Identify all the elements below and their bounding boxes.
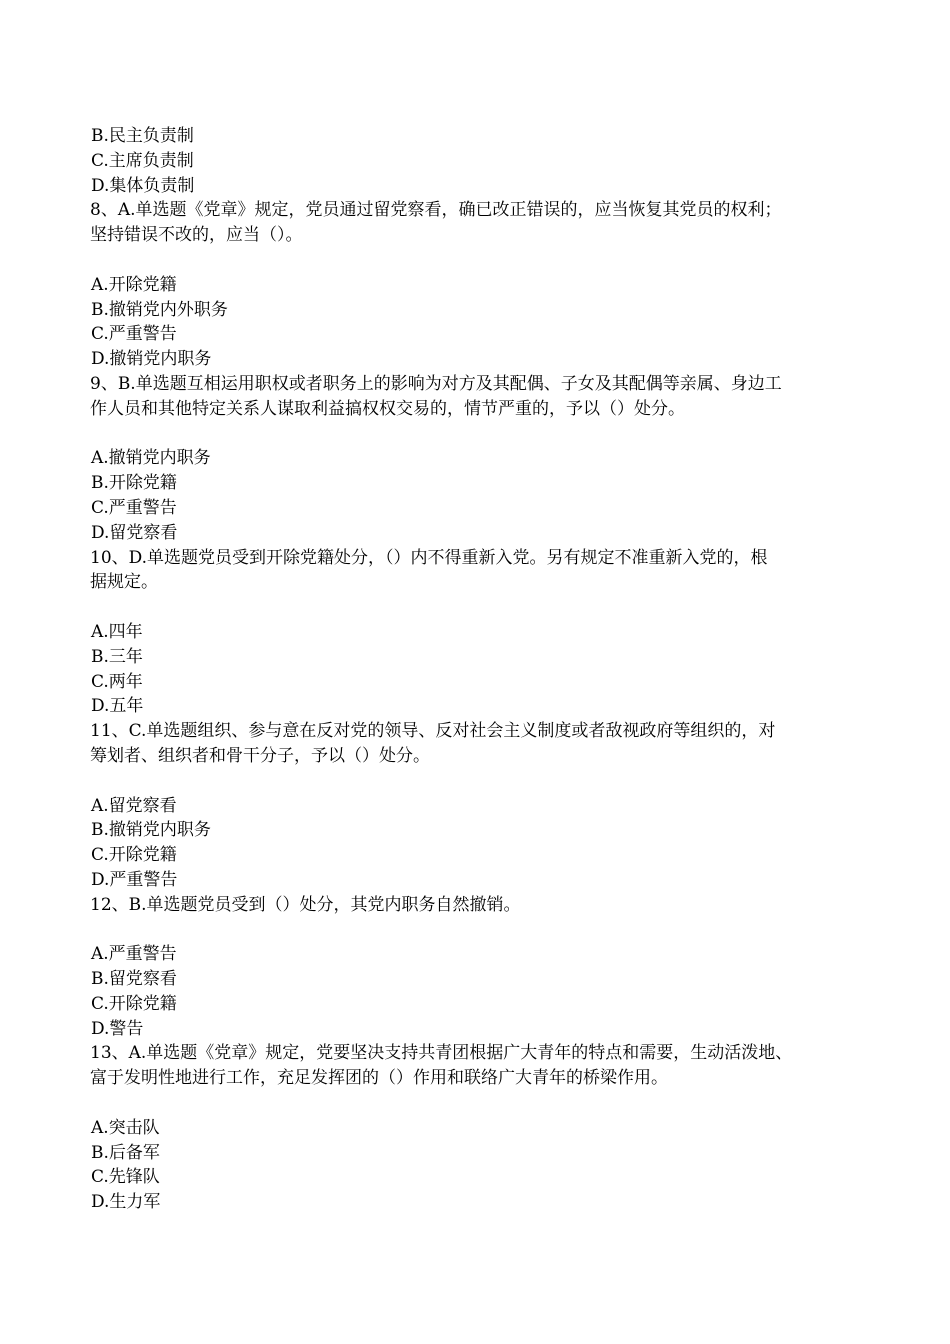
option-line: B.民主负责制 bbox=[91, 126, 194, 146]
option-line: C.两年 bbox=[91, 671, 143, 692]
leading-options bbox=[90, 124, 870, 198]
question-text-line: 9、B.单选题互相运用职权或者职务上的影响为对方及其配偶、子女及其配偶等亲属、身边工 bbox=[90, 373, 782, 394]
blank-line bbox=[90, 595, 870, 620]
question-text-line: 12、B.单选题党员受到（）处分，其党内职务自然撤销。 bbox=[90, 894, 521, 915]
blank-line bbox=[90, 769, 870, 794]
option-line: D.集体负责制 bbox=[91, 175, 195, 196]
option-line: D.五年 bbox=[91, 696, 144, 717]
option-line: B.撤销党内职务 bbox=[91, 820, 211, 841]
option-line: B.三年 bbox=[91, 646, 143, 667]
question-12 bbox=[90, 893, 870, 1042]
question-11 bbox=[90, 719, 870, 893]
question-text-line: 作人员和其他特定关系人谋取利益搞权权交易的，情节严重的，予以（）处分。 bbox=[90, 398, 685, 419]
question-text-line: 10、D.单选题党员受到开除党籍处分，（）内不得重新入党。另有规定不准重新入党的，根 bbox=[90, 547, 768, 568]
question-text-line: 筹划者、组织者和骨干分子，予以（）处分。 bbox=[90, 745, 430, 766]
option-line: D.生力军 bbox=[91, 1192, 161, 1213]
document-page bbox=[90, 124, 870, 1215]
question-text-line: 11、C.单选题组织、参与意在反对党的领导、反对社会主义制度或者敌视政府等组织的，对 bbox=[90, 721, 776, 742]
option-line: A.开除党籍 bbox=[91, 274, 177, 295]
option-line: B.撤销党内外职务 bbox=[91, 299, 228, 320]
question-10 bbox=[90, 546, 870, 720]
option-line: D.留党察看 bbox=[91, 522, 178, 543]
option-line: C.严重警告 bbox=[91, 497, 177, 518]
question-8 bbox=[90, 198, 870, 372]
question-9 bbox=[90, 372, 870, 546]
blank-line bbox=[90, 248, 870, 273]
option-line: D.撤销党内职务 bbox=[91, 349, 212, 370]
option-line: A.撤销党内职务 bbox=[91, 448, 211, 469]
option-line: A.严重警告 bbox=[91, 944, 177, 965]
option-line: D.严重警告 bbox=[91, 869, 178, 890]
option-line: B.留党察看 bbox=[91, 969, 177, 990]
option-line: B.后备军 bbox=[91, 1142, 160, 1163]
option-line: A.留党察看 bbox=[91, 795, 177, 816]
blank-line bbox=[90, 422, 870, 447]
option-line: C.严重警告 bbox=[91, 324, 177, 345]
question-text-line: 8、A.单选题《党章》规定，党员通过留党察看，确已改正错误的，应当恢复其党员的权利； bbox=[90, 200, 782, 221]
option-line: A.四年 bbox=[91, 621, 143, 642]
blank-line bbox=[90, 918, 870, 943]
option-line: A.突击队 bbox=[91, 1117, 160, 1138]
question-13 bbox=[90, 1041, 870, 1215]
option-line: D.警告 bbox=[91, 1018, 144, 1039]
question-text-line: 13、A.单选题《党章》规定，党要坚决支持共青团根据广大青年的特点和需要，生动活泼地、 bbox=[90, 1043, 793, 1064]
question-text-line: 富于发明性地进行工作，充足发挥团的（）作用和联络广大青年的桥梁作用。 bbox=[90, 1068, 668, 1089]
question-text-line: 坚持错误不改的，应当（）。 bbox=[90, 225, 303, 246]
blank-line bbox=[90, 1091, 870, 1116]
option-line: B.开除党籍 bbox=[91, 473, 177, 494]
option-line: C.开除党籍 bbox=[91, 993, 177, 1014]
option-line: C.开除党籍 bbox=[91, 845, 177, 866]
option-line: C.主席负责制 bbox=[91, 150, 194, 171]
question-text-line: 据规定。 bbox=[90, 572, 158, 593]
option-line: C.先锋队 bbox=[91, 1167, 160, 1188]
